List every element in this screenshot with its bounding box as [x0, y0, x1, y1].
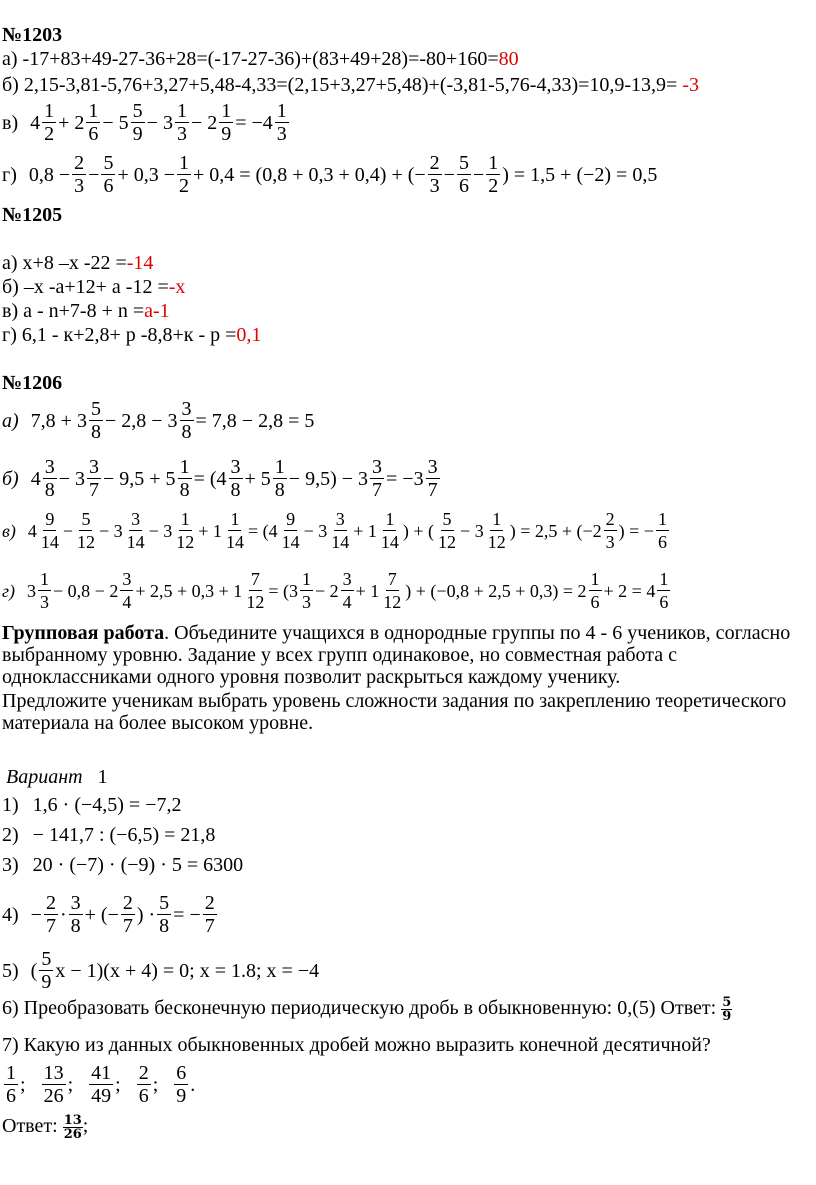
fraction: $\frac{1}{3}$	[301, 569, 311, 612]
line-1206-b: б) 4 $\frac{3}{8}$ − 3 $\frac{3}{7}$ − 9,5 + 5 $\frac{1}{8}$ = (4 $\frac{3}{8}$ + 5 $\frac{1}{8}$ − 9,5) − 3 $\frac{3}{7}$ = −3 $\frac{3}{7}$	[2, 456, 438, 501]
fraction: $\frac{5}{12}$	[76, 509, 95, 552]
line-1206-g: г) 3 $\frac{1}{3}$ − 0,8 − 2 $\frac{3}{4}$ + 2,5 + 0,3 + 1 $\frac{7}{12}$ = (3 $\frac{1}{3}$ − 2 $\frac{3}{4}$ + 1 $\frac{7}{12}$ ) + (−0,8 + 2,5 + 0,3) = 2 $\frac{1}{6}$ + 2 = 4 $\frac{1}{6}$	[2, 569, 669, 612]
fraction: $\frac{3}{4}$	[122, 569, 132, 612]
fraction: $\frac{3}{4}$	[342, 569, 352, 612]
item-label: 4)	[2, 903, 19, 926]
fraction: $\frac{1}{12}$	[487, 509, 506, 552]
fraction: $\frac{3}{14}$	[331, 509, 350, 552]
item-label: в)	[2, 111, 19, 134]
fraction: $\frac{1}{6}$	[659, 569, 669, 612]
variant-item-5: 5) ( $\frac{5}{9}$ x − 1)(x + 4) = 0; x = 1.8; x = −4	[2, 948, 320, 993]
line-1203-b: б) 2,15-3,81-5,76+3,27+5,48-4,33=(2,15+3,27+5,48)+(-3,81-5,76-4,33)=10,9-13,9= -3	[2, 74, 700, 96]
fraction: $\frac{1}{14}$	[225, 509, 244, 552]
variant-item-7: 7) Какую из данных обыкновенных дробей можно выразить конечной десятичной?	[2, 1034, 711, 1056]
fraction: $\frac{1}{12}$	[176, 509, 195, 552]
line-1203-g: г) 0,8 − $\frac{2}{3}$ − $\frac{5}{6}$ + 0,3 − $\frac{1}{2}$ + 0,4 = (0,8 + 0,3 + 0,4) + (− $\frac{2}{3}$ − $\frac{5}{6}$ − $\frac{1}{2}$ ) = 1,5 + (−2) = 0,5	[2, 152, 658, 197]
variant-heading: Вариант 1	[6, 766, 108, 788]
fraction: $\frac{3}{8}$	[70, 892, 81, 937]
fraction: $\frac{5}{8}$	[159, 892, 170, 937]
fraction-option: $\frac{41}{49}$	[91, 1062, 112, 1107]
fraction: $\frac{1}{2}$	[488, 152, 499, 197]
fraction: $\frac{1}{9}$	[221, 100, 232, 145]
fraction: $\frac{3}{8}$	[230, 456, 241, 501]
fraction: $\frac{3}{7}$	[372, 456, 383, 501]
fraction: $\frac{1}{6}$	[590, 569, 600, 612]
line-1203-a: а) -17+83+49-27-36+28=(-17-27-36)+(83+49+28)=-80+160=80	[2, 48, 519, 70]
group-work-paragraph-2: Предложите ученикам выбрать уровень сложности задания по закреплению теоретического материала на более высоком уровне.	[2, 690, 787, 734]
fraction: $\frac{1}{2}$	[179, 152, 189, 197]
line-1205-g: г) 6,1 - к+2,8+ р -8,8+к - р =0,1	[2, 324, 262, 346]
fraction: $\frac{1}{8}$	[274, 456, 285, 501]
fraction: $\frac{3}{8}$	[181, 398, 192, 443]
fraction: $\frac{5}{6}$	[458, 152, 469, 197]
title-1203: №1203	[2, 24, 63, 46]
fraction: $\frac{7}{12}$	[383, 569, 402, 612]
fraction: $\frac{3}{8}$	[44, 456, 55, 501]
fraction: $\frac{3}{7}$	[427, 456, 438, 501]
line-1205-b: б) –х -а+12+ а -12 =-х	[2, 276, 186, 298]
fraction: $\frac{2}{3}$	[429, 152, 440, 197]
fractions-list: $\frac{1}{6}$ ; $\frac{13}{26}$ ; $\frac{41}{49}$ ; $\frac{2}{6}$ ; $\frac{6}{9}$ .	[6, 1062, 196, 1107]
fraction: $\frac{2}{7}$	[122, 892, 133, 937]
fraction-option: $\frac{6}{9}$	[176, 1062, 187, 1107]
fraction: $\frac{1}{8}$	[179, 456, 190, 501]
fraction: $\frac{2}{3}$	[74, 152, 85, 197]
item-label: б)	[2, 467, 19, 490]
variant-item-1: 1) 1,6 · (−4,5) = −7,2	[2, 794, 182, 816]
answer-line: Ответ: $\frac{13}{26}$ ;	[2, 1113, 89, 1142]
fraction: $\frac{2}{7}$	[204, 892, 215, 937]
fraction: $\frac{1}{6}$	[657, 509, 667, 552]
fraction-option: $\frac{2}{6}$	[138, 1062, 149, 1107]
fraction: $\frac{7}{12}$	[246, 569, 265, 612]
item-label: 5)	[2, 959, 19, 982]
fraction: $\frac{1}{3}$	[176, 100, 187, 145]
variant-item-6: 6) Преобразовать бесконечную периодическую дробь в обыкновенную: 0,(5) Ответ: $\frac{5}{9}$	[2, 995, 732, 1024]
fraction-option: $\frac{1}{6}$	[6, 1062, 16, 1107]
fraction-option: $\frac{13}{26}$	[43, 1062, 64, 1107]
line-1203-v: в) 4 $\frac{1}{2}$ + 2 $\frac{1}{6}$ − 5 $\frac{5}{9}$ − 3 $\frac{1}{3}$ − 2 $\frac{1}{9}$ = −4 $\frac{1}{3}$	[2, 100, 287, 145]
line-1205-a: а) х+8 –х -22 =-14	[2, 252, 154, 274]
fraction: $\frac{2}{7}$	[45, 892, 56, 937]
fraction: $\frac{2}{3}$	[605, 509, 615, 552]
variant-item-3: 3) 20 · (−7) · (−9) · 5 = 6300	[2, 854, 244, 876]
fraction: $\frac{1}{3}$	[276, 100, 287, 145]
line-1205-v: в) а - n+7-8 + n =а-1	[2, 300, 170, 322]
group-work-paragraph: Групповая работа. Объедините учащихся в однородные группы по 4 - 6 учеников, согласно выбранному уровню. Задание у всех групп одинаковое, но совместная работа с одноклассниками одного уровня позволит раскрыться каждому ученику.	[2, 622, 791, 688]
fraction: $\frac{1}{3}$	[40, 569, 50, 612]
fraction: $\frac{1}{6}$	[88, 100, 99, 145]
fraction: $\frac{5}{9}$	[132, 100, 143, 145]
item-label: а)	[2, 409, 19, 432]
title-1206: №1206	[2, 372, 63, 394]
fraction: $\frac{5}{9}$	[41, 948, 52, 993]
line-1206-v: в) 4 $\frac{9}{14}$ − $\frac{5}{12}$ − 3 $\frac{3}{14}$ − 3 $\frac{1}{12}$ + 1 $\frac{1}{14}$ = (4 $\frac{9}{14}$ − 3 $\frac{3}{14}$ + 1 $\frac{1}{14}$ ) + ( $\frac{5}{12}$ − 3 $\frac{1}{12}$ ) = 2,5 + (−2 $\frac{2}{3}$ ) = − $\frac{1}{6}$	[2, 509, 667, 552]
fraction: $\frac{1}{2}$	[44, 100, 55, 145]
item-label: г)	[2, 163, 17, 186]
fraction: $\frac{3}{14}$	[126, 509, 145, 552]
fraction: $\frac{5}{6}$	[103, 152, 114, 197]
line-1206-a: а) 7,8 + 3 $\frac{5}{8}$ − 2,8 − 3 $\frac{3}{8}$ = 7,8 − 2,8 = 5	[2, 398, 315, 443]
fraction: $\frac{5}{8}$	[90, 398, 101, 443]
variant-item-4: 4) − $\frac{2}{7}$ · $\frac{3}{8}$ + (− $\frac{2}{7}$ ) · $\frac{5}{8}$ = − $\frac{2}{7}$	[2, 892, 215, 937]
title-1205: №1205	[2, 204, 63, 226]
fraction: $\frac{5}{12}$	[438, 509, 457, 552]
item-label: г)	[2, 580, 16, 601]
fraction: $\frac{9}{14}$	[281, 509, 300, 552]
fraction: $\frac{3}{7}$	[89, 456, 99, 501]
item-label: в)	[2, 520, 16, 541]
fraction: $\frac{9}{14}$	[40, 509, 59, 552]
variant-item-2: 2) − 141,7 : (−6,5) = 21,8	[2, 824, 216, 846]
fraction: $\frac{1}{14}$	[380, 509, 399, 552]
